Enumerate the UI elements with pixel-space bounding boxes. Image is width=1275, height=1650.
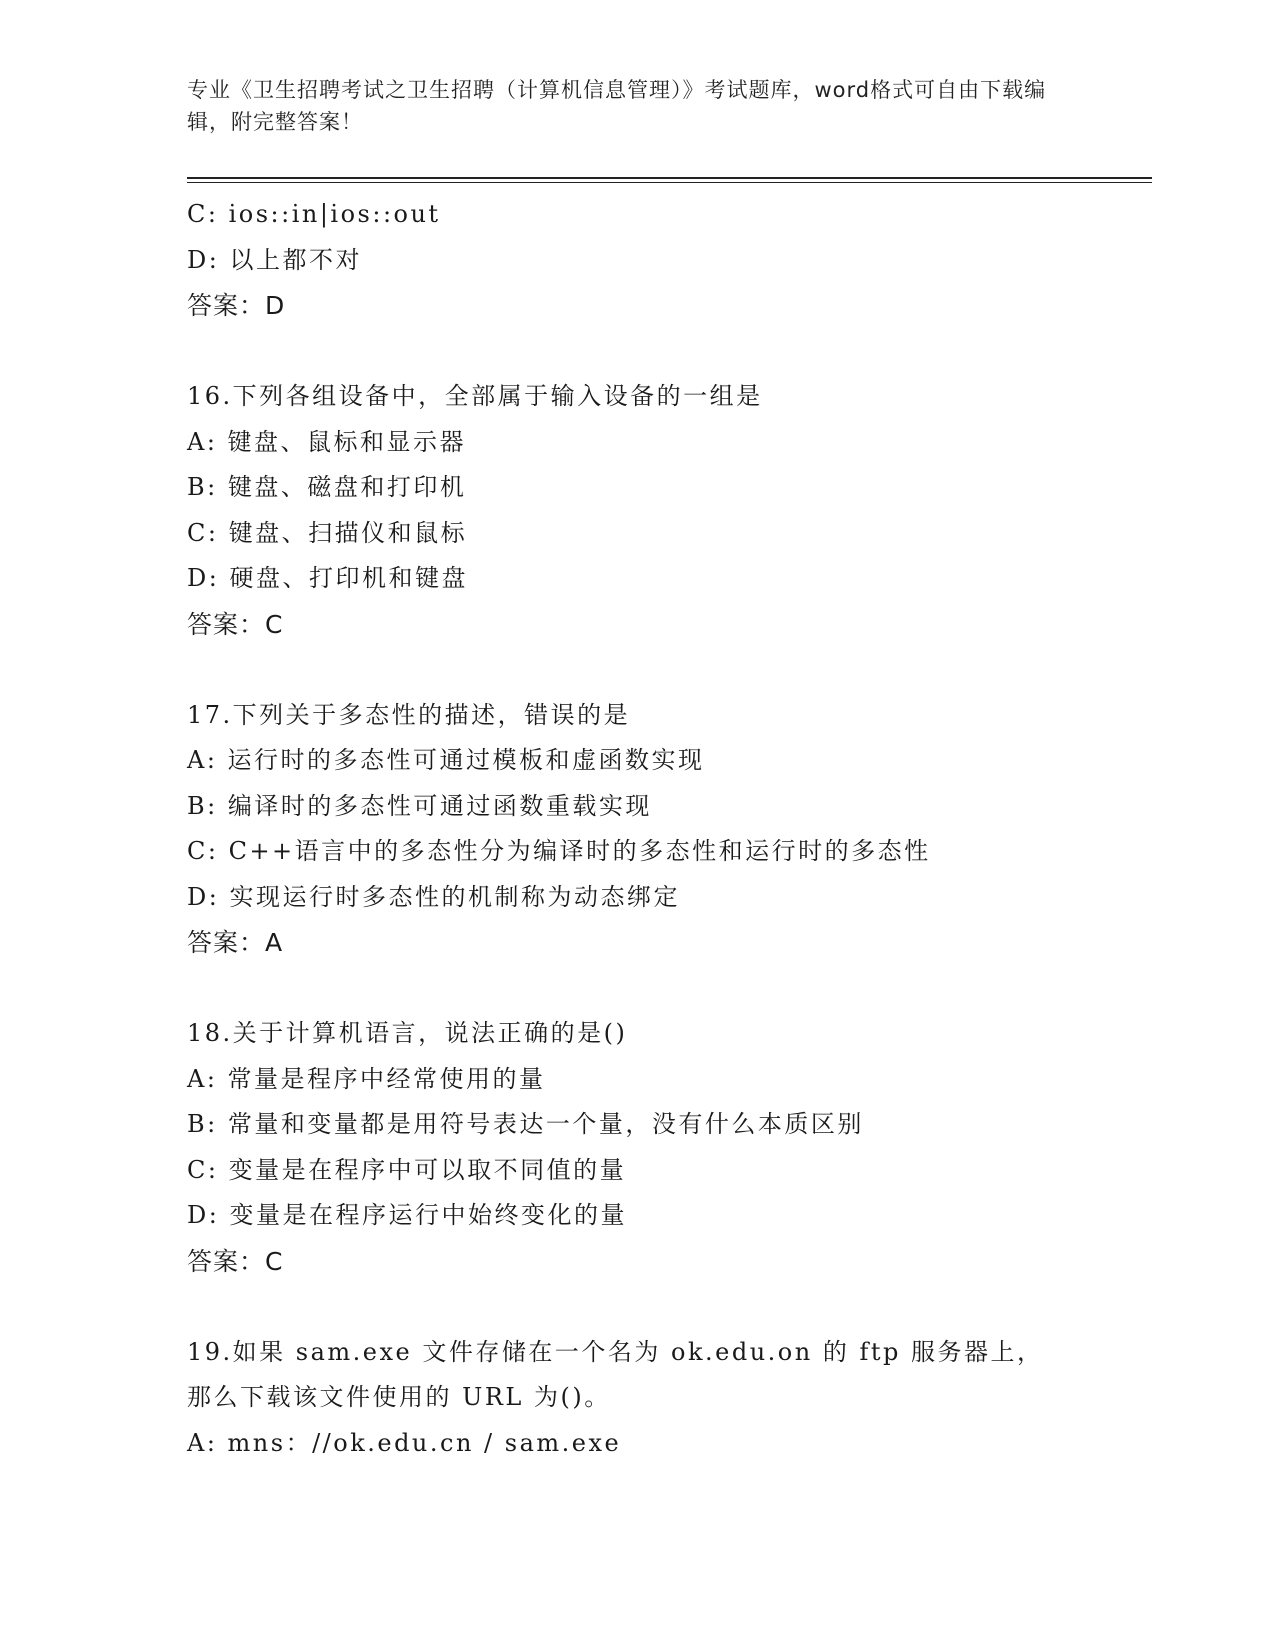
q18-option-d: D: 变量是在程序运行中始终变化的量 (187, 1201, 627, 1229)
question-list (187, 192, 1147, 1466)
q17-option-a: A: 运行时的多态性可通过模板和虚函数实现 (187, 746, 705, 774)
q16-question: 16.下列各组设备中，全部属于输入设备的一组是 (187, 382, 763, 410)
q16-option-b: B: 键盘、磁盘和打印机 (187, 473, 467, 501)
header-divider-thick (187, 177, 1152, 179)
q18-option-c: C: 变量是在程序中可以取不同值的量 (187, 1155, 627, 1184)
q17-option-b: B: 编译时的多态性可通过函数重载实现 (187, 791, 652, 820)
spacer (187, 329, 1147, 375)
q15-option-c: C: ios::in|ios::out (187, 200, 441, 228)
q16-option-d: D: 硬盘、打印机和键盘 (187, 564, 468, 592)
q16-option-a: A: 键盘、鼠标和显示器 (187, 427, 467, 456)
header-divider-thin (187, 182, 1152, 183)
q15-answer: 答案：D (187, 291, 286, 320)
q18-answer: 答案：C (187, 1246, 284, 1276)
q16-option-c: C: 键盘、扫描仪和鼠标 (187, 518, 468, 547)
q18-question: 18.关于计算机语言，说法正确的是() (187, 1019, 628, 1047)
spacer (187, 1284, 1147, 1330)
q18-option-a: A: 常量是程序中经常使用的量 (187, 1064, 546, 1093)
spacer (187, 966, 1147, 1012)
q18-option-b: B: 常量和变量都是用符号表达一个量，没有什么本质区别 (187, 1110, 864, 1138)
q17-option-c: C: C++语言中的多态性分为编译时的多态性和运行时的多态性 (187, 837, 931, 865)
spacer (187, 647, 1147, 693)
q19-option-a: A: mns：//ok.edu.cn / sam.exe (187, 1428, 622, 1457)
q17-answer: 答案：A (187, 928, 284, 957)
document-header-text: 专业《卫生招聘考试之卫生招聘（计算机信息管理）》考试题库，word格式可自由下载编辑，附完整答案！ (187, 78, 1047, 134)
q17-question: 17.下列关于多态性的描述，错误的是 (187, 700, 631, 729)
q16-answer: 答案：C (187, 609, 284, 639)
q19-question: 19.如果 sam.exe 文件存储在一个名为 ok.edu.on 的 ftp 服务器上，那么下载该文件使用的 URL 为()。 (187, 1337, 1044, 1411)
q17-option-d: D: 实现运行时多态性的机制称为动态绑定 (187, 882, 680, 911)
q15-option-d: D: 以上都不对 (187, 245, 362, 274)
